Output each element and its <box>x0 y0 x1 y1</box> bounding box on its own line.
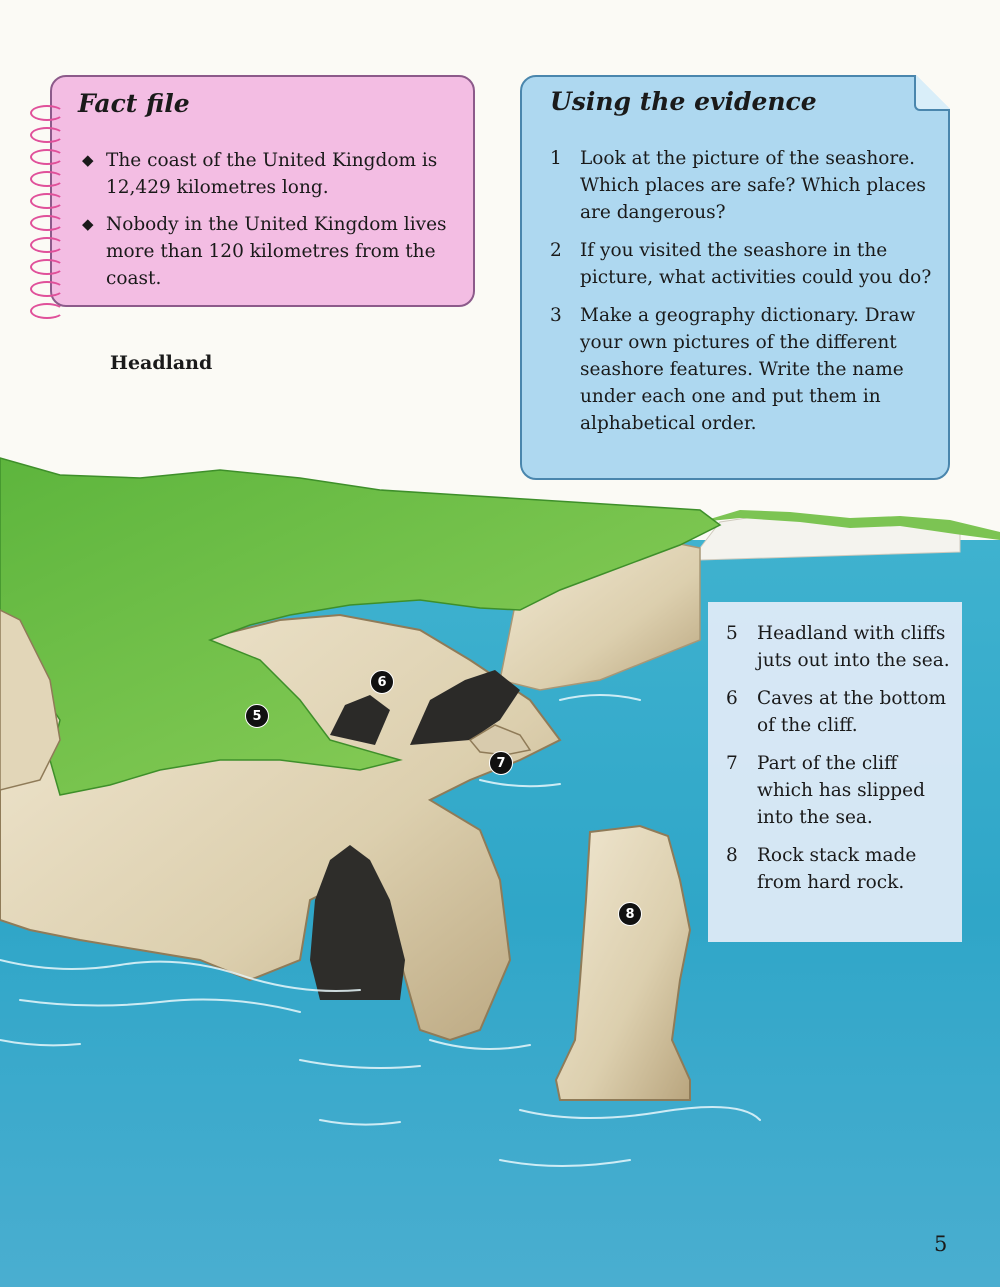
feature-key-list <box>726 620 958 907</box>
marker-8: 8 <box>618 902 642 926</box>
fact-file-list <box>82 147 452 302</box>
spiral-binding <box>30 105 70 325</box>
evidence-item: 3 Make a geography dictionary. Draw your own pictures of the different seashore features. Write the name under each one and put them in alphabetical order. <box>550 305 916 434</box>
page-number: 5 <box>934 1232 948 1256</box>
using-the-evidence-box <box>520 75 950 480</box>
key-item: 5 Headland with cliffs juts out into the sea. <box>726 623 950 671</box>
feature-key-box <box>708 602 962 942</box>
headland-label: Headland <box>110 352 213 374</box>
fact-item: ◆ Nobody in the United Kingdom lives more than 120 kilometres from the coast. <box>82 211 452 292</box>
diamond-bullet-icon: ◆ <box>82 151 94 169</box>
using-the-evidence-title: Using the evidence <box>550 87 817 116</box>
marker-5: 5 <box>245 704 269 728</box>
page-curl-icon <box>914 75 950 111</box>
diamond-bullet-icon: ◆ <box>82 215 94 233</box>
fact-file-box <box>50 75 475 307</box>
fact-file-title: Fact file <box>78 89 190 118</box>
evidence-item: 2 If you visited the seashore in the picture, what activities could you do? <box>550 240 932 288</box>
key-item: 8 Rock stack made from hard rock. <box>726 845 917 893</box>
marker-6: 6 <box>370 670 394 694</box>
key-item: 6 Caves at the bottom of the cliff. <box>726 688 947 736</box>
evidence-item: 1 Look at the picture of the seashore. Which places are safe? Which places are dangerous? <box>550 148 926 223</box>
key-item: 7 Part of the cliff which has slipped into the sea. <box>726 753 925 828</box>
evidence-list <box>550 145 940 448</box>
marker-7: 7 <box>489 751 513 775</box>
fact-item: ◆ The coast of the United Kingdom is 12,429 kilometres long. <box>82 147 452 201</box>
